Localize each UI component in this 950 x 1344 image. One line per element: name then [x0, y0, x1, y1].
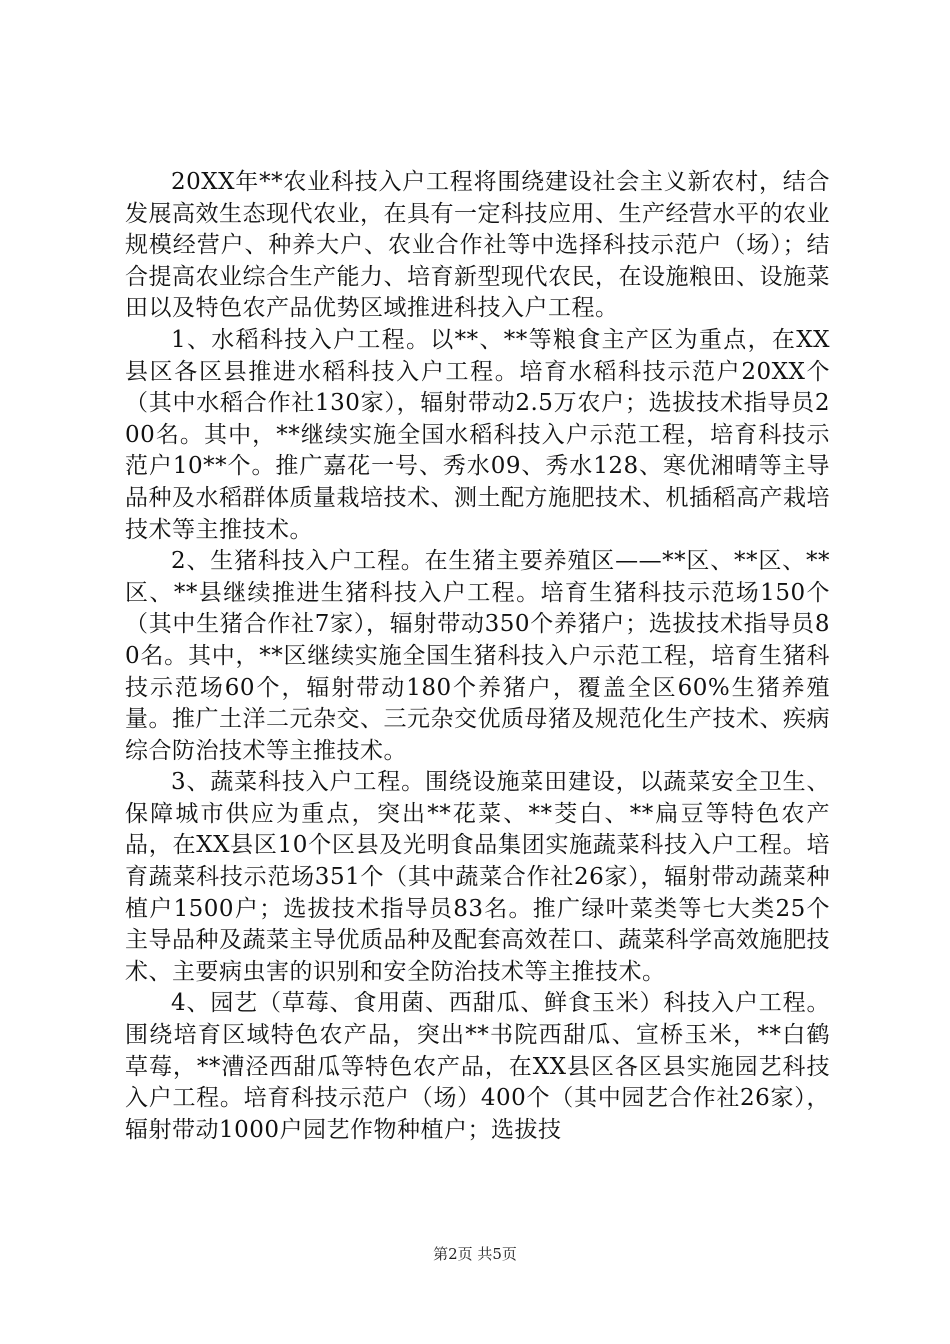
- paragraph-intro: 20XX年**农业科技入户工程将围绕建设社会主义新农村，结合发展高效生态现代农业，在具有一定科技应用、生产经营水平的农业规模经营户、种养大户、农业合作社等中选择科技示范户（场）；结合提高农业综合生产能力、培育新型现代农民，在设施粮田、设施菜田以及特色农产品优势区域推进科技入户工程。: [125, 169, 830, 322]
- document-body: [125, 167, 830, 1146]
- paragraph-pig: 2、生猪科技入户工程。在生猪主要养殖区——**区、**区、**区、**县继续推进生猪科技入户工程。培育生猪科技示范场150个（其中生猪合作社7家），辐射带动350个养猪户；选拔技术指导员80名。其中，**区继续实施全国生猪科技入户示范工程，培育生猪科技示范场60个，辐射带动180个养猪户，覆盖全区60%生猪养殖量。推广土洋二元杂交、三元杂交优质母猪及规范化生产技术、疾病综合防治技术等主推技术。: [125, 548, 830, 764]
- paragraph-vegetable: 3、蔬菜科技入户工程。围绕设施菜田建设，以蔬菜安全卫生、保障城市供应为重点，突出**花菜、**茭白、**扁豆等特色农产品，在XX县区10个区县及光明食品集团实施蔬菜科技入户工程。培育蔬菜科技示范场351个（其中蔬菜合作社26家），辐射带动蔬菜种植户1500户；选拔技术指导员83名。推广绿叶菜类等七大类25个主导品种及蔬菜主导优质品种及配套高效茬口、蔬菜科学高效施肥技术、主要病虫害的识别和安全防治技术等主推技术。: [125, 769, 830, 985]
- page-number-footer: 第2页 共5页: [433, 1245, 517, 1263]
- paragraph-rice: 1、水稻科技入户工程。以**、**等粮食主产区为重点，在XX县区各区县推进水稻科技入户工程。培育水稻科技示范户20XX个（其中水稻合作社130家），辐射带动2.5万农户；选拔技术指导员200名。其中，**继续实施全国水稻科技入户示范工程，培育科技示范户10**个。推广嘉花一号、秀水09、秀水128、寒优湘晴等主导品种及水稻群体质量栽培技术、测土配方施肥技术、机插稻高产栽培技术等主推技术。: [125, 326, 830, 543]
- paragraph-horticulture: 4、园艺（草莓、食用菌、西甜瓜、鲜食玉米）科技入户工程。围绕培育区域特色农产品，突出**书院西甜瓜、宣桥玉米，**白鹤草莓，**漕泾西甜瓜等特色农产品，在XX县区各区县实施园艺科技入户工程。培育科技示范户（场）400个（其中园艺合作社26家），辐射带动1000户园艺作物种植户；选拔技: [125, 990, 830, 1143]
